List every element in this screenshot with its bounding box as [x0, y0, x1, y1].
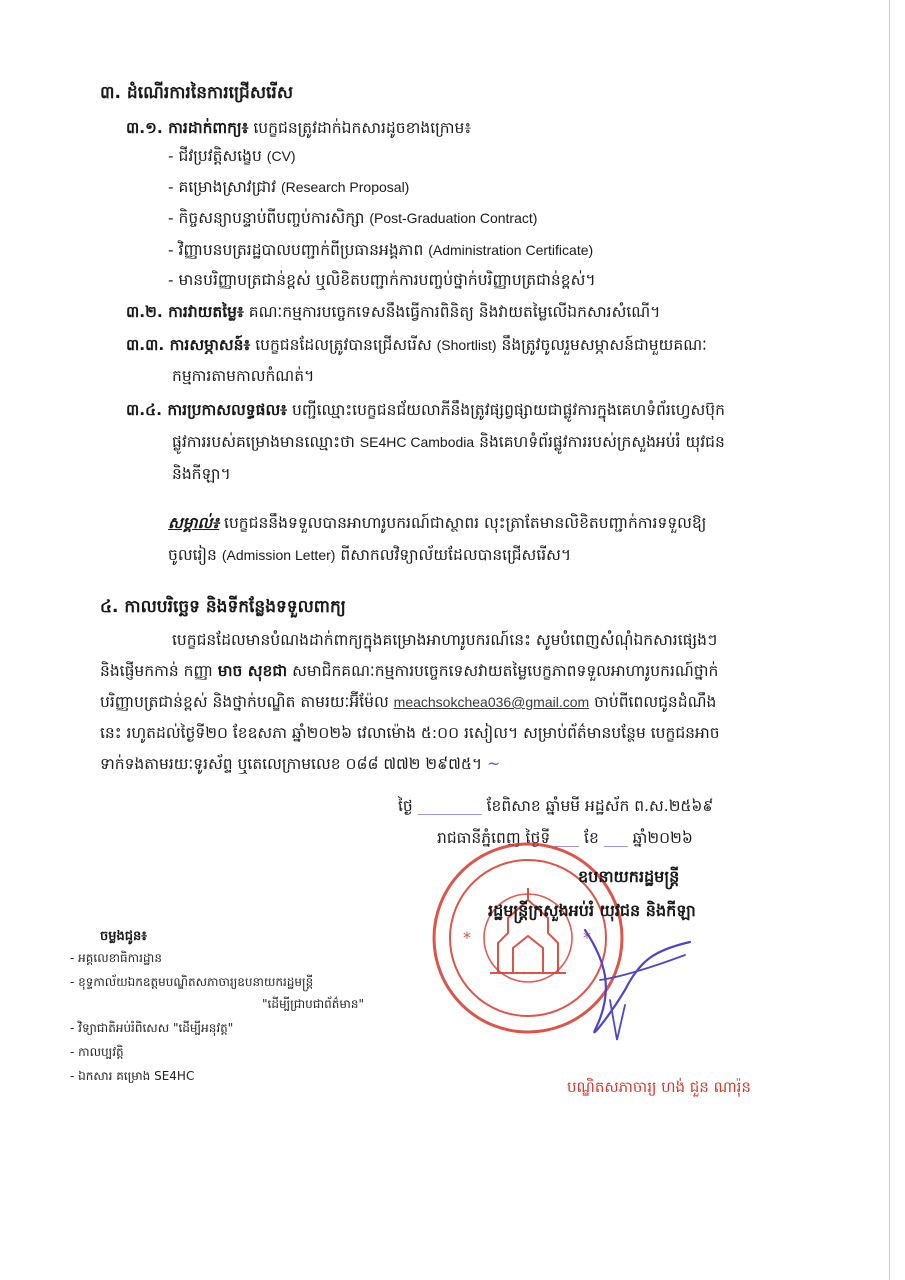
s31-label: ៣.១. ការដាក់ពាក្យ៖ [126, 119, 249, 137]
s32-label: ៣.២. ការវាយតម្លៃ៖ [126, 303, 244, 321]
doc-item-en: (Administration Certificate) [428, 242, 594, 258]
s34-text-2a: ផ្លូវការរបស់គម្រោងមានឈ្មោះថា [172, 433, 355, 451]
s4-line2 [100, 661, 718, 684]
s4-text-2b: សមាជិកគណៈកម្មការបច្ចេកទេសវាយតម្លៃបេក្ខភាពទទួលអាហារូបករណ៍ថ្នាក់ [292, 662, 719, 680]
s34-text-2b: SE4HC Cambodia [359, 434, 475, 450]
note-text-2a: ចូលរៀន [168, 546, 217, 564]
note-line1 [168, 513, 706, 536]
handwritten-day-number: ___ [555, 828, 580, 847]
s4-line4: នេះ រហូតដល់ថ្ងៃទី២០ ខែឧសភា ឆ្នាំ២០២៦ វេលាម៉ោង ៥:០០ រសៀល។ សម្រាប់ព័ត៌មានបន្ថែម បេក្ខជនអាច [100, 724, 720, 742]
page-edge-rule [889, 0, 890, 1280]
s4-line1: បេក្ខជនដែលមានបំណងដាក់ពាក្យក្នុងគម្រោងអាហារូបករណ៍នេះ សូមបំពេញសំណុំឯកសារផ្សេងៗ [172, 631, 718, 649]
handwritten-signature [555, 920, 695, 1050]
note-label: សម្គាល់៖ [168, 514, 220, 532]
section4-title: ៤. កាលបរិច្ឆេទ និងទីកន្លែងទទួលពាក្យ [100, 597, 346, 617]
signer-title-1: ឧបនាយករដ្ឋមន្ត្រី [578, 867, 680, 886]
cc-title: ចម្លងជូន៖ [100, 929, 147, 944]
handwritten-month: ___ [603, 828, 628, 847]
note-text-2b: (Admission Letter) [221, 547, 336, 563]
s34-label: ៣.៤. ការប្រកាសលទ្ធផល៖ [126, 401, 288, 419]
doc-item-research-proposal [168, 177, 409, 200]
contact-name: មាច សុខជា [217, 662, 288, 680]
cc-item: - ខុទ្ទកាល័យឯកឧត្តមបណ្ឌិតសភាចារ្យឧបនាយករដ្ឋមន្ត្រី [70, 975, 314, 989]
s34-line2 [172, 432, 725, 455]
doc-item-km: - កិច្ចសន្យាបន្ទាប់ពីបញ្ចប់ការសិក្សា [168, 209, 365, 227]
solar-date-year: ឆ្នាំ២០២៦ [632, 829, 693, 847]
s33-text-c: នឹងត្រូវចូលរួមសម្ភាសន៍ជាមួយគណៈ [501, 336, 707, 354]
s34-line3: និងកីឡា។ [172, 465, 231, 483]
cc-item: - ឯកសារ គម្រោង SE4HC [70, 1069, 195, 1083]
svg-text:*: * [583, 928, 591, 947]
svg-text:*: * [463, 928, 471, 947]
s4-line5 [100, 754, 500, 777]
note-line2 [168, 545, 571, 568]
s33-text-a: បេក្ខជនដែលត្រូវបានជ្រើសរើស [255, 336, 432, 354]
doc-item-contract [168, 208, 537, 231]
s34-text-2c: និងគេហទំព័រផ្លូវការរបស់ក្រសួងអប់រំ យុវជន [479, 433, 725, 451]
s32-text: គណៈកម្មការបច្ចេកទេសនឹងធ្វើការពិនិត្យ និងវាយតម្លៃលើឯកសារសំណើ។ [248, 303, 661, 321]
solar-date-prefix: រាជធានីភ្នំពេញ ថ្ងៃទី [437, 829, 551, 847]
signer-title-2-text: រដ្ឋមន្ត្រីក្រសួងអប់រំ យុវជន និងកីឡា [488, 901, 696, 920]
doc-item-km: - មានបរិញ្ញាបត្រជាន់ខ្ពស់ ឬលិខិតបញ្ជាក់ការបញ្ចប់ថ្នាក់បរិញ្ញាបត្រជាន់ខ្ពស់។ [168, 271, 596, 289]
signer-name: បណ្ឌិតសភាចារ្យ ហង់ ជួន ណារ៉ុន [567, 1078, 751, 1096]
cc-item: - វិទ្យាជាតិអប់រំពិសេស "ដើម្បីអនុវត្ត" [70, 1021, 234, 1035]
note-text-2c: ពីសាកលវិទ្យាល័យដែលបានជ្រើសរើស។ [340, 546, 572, 564]
doc-item-en: (Post-Graduation Contract) [369, 210, 538, 226]
cc-item-note: "ដើម្បីជ្រាបជាព័ត៌មាន" [262, 997, 364, 1011]
doc-item-masters-degree [168, 270, 596, 293]
s33-text-b: (Shortlist) [436, 337, 497, 353]
doc-item-admin-certificate [168, 240, 593, 263]
cc-item: - កាលប្បវត្តិ [70, 1045, 124, 1059]
doc-item-km: - ជីវប្រវត្តិសង្ខេប [168, 147, 262, 165]
s33-label: ៣.៣. ការសម្ភាសន៍៖ [126, 336, 251, 354]
s4-line3 [100, 692, 716, 715]
doc-item-en: (CV) [266, 148, 296, 164]
doc-item-km: - វិញ្ញាបនបត្ររដ្ឋបាលបញ្ជាក់ពីប្រធានអង្គភាព [168, 241, 424, 259]
lunar-date [398, 796, 713, 819]
handwritten-mark: ~ [486, 754, 501, 773]
note-text-1: បេក្ខជននឹងទទួលបានអាហារូបករណ៍ជាស្ថាពរ លុះត្រាតែមានលិខិតបញ្ជាក់ការទទួលឱ្យ [224, 514, 707, 532]
section3-title: ៣. ដំណើរការនៃការជ្រើសរើស [100, 83, 294, 103]
s33-line1 [126, 335, 707, 358]
cc-item: - អគ្គលេខាធិការដ្ឋាន [70, 951, 162, 965]
lunar-date-text: ខែពិសាខ ឆ្នាំមមី អដ្ឋស័ក ព.ស.២៥៦៩ [486, 797, 714, 815]
s34-line1 [126, 400, 725, 423]
s4-text-5: ទាក់ទងតាមរយៈទូរស័ព្ទ ឬតេលេក្រាមលេខ ០៨៨ ៧៧២ ២៩៧៥។ [100, 755, 483, 773]
contact-email-link[interactable]: meachsokchea036@gmail.com [393, 694, 590, 710]
handwritten-day: ________ [417, 796, 482, 815]
s4-text-2a: និងផ្ញើមកកាន់ កញ្ញា [100, 662, 213, 680]
s31-text: បេក្ខជនត្រូវដាក់ឯកសារដូចខាងក្រោម៖ [253, 119, 472, 137]
s32-line [126, 302, 660, 325]
doc-item-km: - គម្រោងស្រាវជ្រាវ [168, 178, 277, 196]
doc-item-en: (Research Proposal) [280, 179, 410, 195]
s33-line2: កម្មការតាមកាលកំណត់។ [172, 367, 315, 385]
lunar-date-prefix: ថ្ងៃ [398, 797, 413, 815]
solar-date-month-label: ខែ [584, 829, 599, 847]
s4-text-3a: បរិញ្ញាបត្រជាន់ខ្ពស់ និងថ្នាក់បណ្ឌិត តាមរយៈអ៊ីម៉ែល [100, 693, 389, 711]
s31-line [126, 118, 471, 141]
s4-text-3b: ចាប់ពីពេលជូនដំណឹង [594, 693, 717, 711]
doc-item-cv [168, 146, 296, 169]
s34-text-1: បញ្ជីឈ្មោះបេក្ខជនជ័យលាភីនឹងត្រូវផ្សព្វផ្សាយជាផ្លូវការក្នុងគេហទំព័រហ្វេសប៊ុក [292, 401, 725, 419]
